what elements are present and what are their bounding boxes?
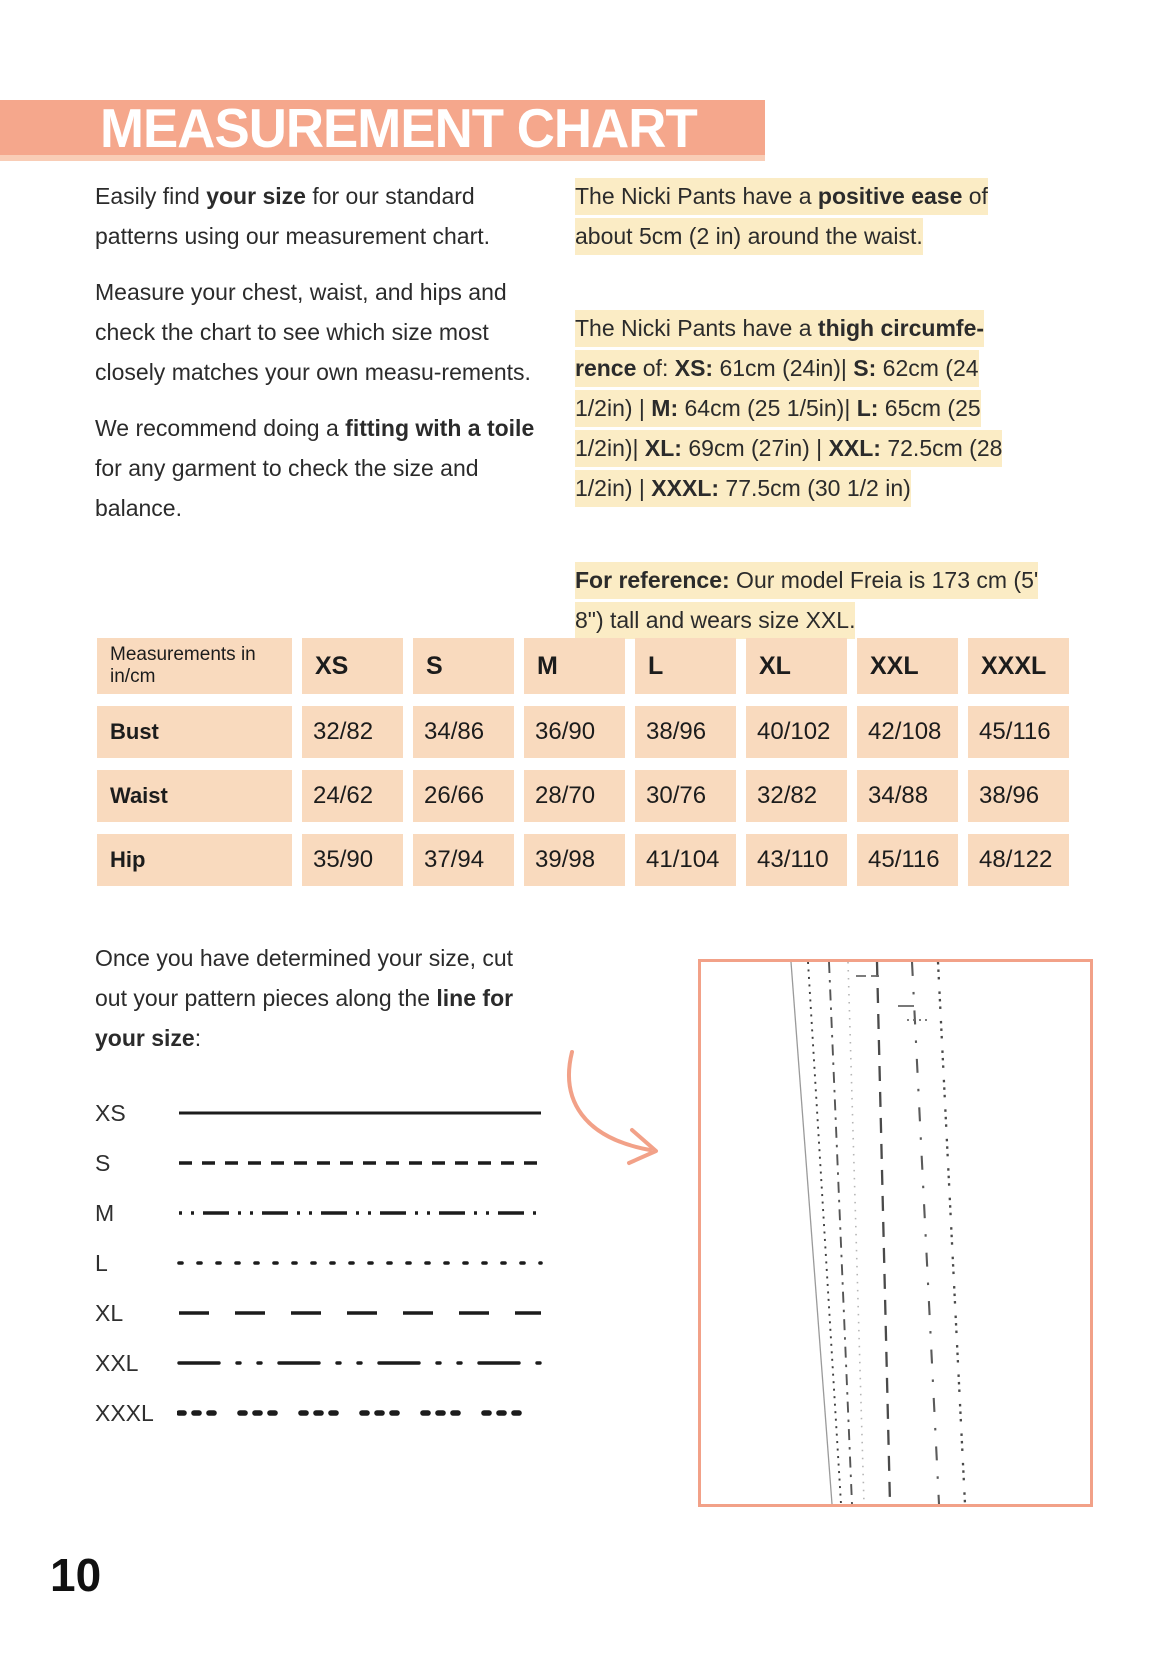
table-cell: 41/104 — [635, 834, 736, 886]
table-cell: 35/90 — [302, 834, 403, 886]
table-cell: 38/96 — [968, 770, 1069, 822]
table-cell: 36/90 — [524, 706, 625, 758]
size-line-legend — [95, 1088, 555, 1438]
table-header-size: S — [413, 638, 514, 694]
size-label: L — [95, 1249, 108, 1276]
legend-row — [95, 1238, 555, 1288]
table-header-size: XS — [302, 638, 403, 694]
table-cell: 26/66 — [413, 770, 514, 822]
table-row-label: Bust — [97, 706, 292, 758]
table-header-size: XXXL — [968, 638, 1069, 694]
table-cell: 39/98 — [524, 834, 625, 886]
table-cell: 30/76 — [635, 770, 736, 822]
table-header-size: L — [635, 638, 736, 694]
size-line-sample — [177, 1406, 543, 1420]
table-cell: 45/116 — [857, 834, 958, 886]
table-cell: 45/116 — [968, 706, 1069, 758]
size-line-sample — [177, 1356, 543, 1370]
table-header-measurements: Measurements in in/cm — [97, 638, 292, 694]
intro-right-column — [575, 176, 1040, 656]
page-number: 10 — [50, 1549, 102, 1601]
size-label: XS — [95, 1099, 126, 1126]
legend-row — [95, 1188, 555, 1238]
highlighted-note: For reference: Our model Freia is 173 cm (5' 8") tall and wears size XXL. — [575, 560, 1040, 640]
table-row-label: Hip — [97, 834, 292, 886]
table-cell: 34/86 — [413, 706, 514, 758]
table-cell: 48/122 — [968, 834, 1069, 886]
paragraph: Measure your chest, waist, and hips and check the chart to see which size most closely matches your own measu-rements. — [95, 279, 531, 385]
title-bar — [0, 97, 765, 161]
table-cell: 42/108 — [857, 706, 958, 758]
size-label: M — [95, 1199, 115, 1226]
legend-row — [95, 1288, 555, 1338]
highlighted-note: The Nicki Pants have a thigh circumfe-rence of: XS: 61cm (24in)| S: 62cm (24 1/2in) | M: 64cm (25 1/5in)| L: 65cm (25 1/2in)| XL: 69cm (27in) | XXL: 72.5cm (28 1/2in) | XXXL: 77.5cm (30 1/2 in) — [575, 308, 1040, 508]
measurement-table — [97, 638, 1069, 886]
cutting-instructions: Once you have determined your size, cut out your pattern pieces along the line for your size: — [95, 945, 514, 1051]
table-cell: 40/102 — [746, 706, 847, 758]
table-cell: 43/110 — [746, 834, 847, 886]
table-row-label: Waist — [97, 770, 292, 822]
size-label: XL — [95, 1299, 124, 1326]
size-label: S — [95, 1149, 111, 1176]
page-title: MEASUREMENT CHART — [100, 97, 697, 159]
table-cell: 37/94 — [413, 834, 514, 886]
size-line-sample — [177, 1256, 543, 1270]
table-cell: 32/82 — [302, 706, 403, 758]
table-cell: 24/62 — [302, 770, 403, 822]
size-label: XXXL — [95, 1399, 154, 1426]
table-header-size: M — [524, 638, 625, 694]
size-line-sample — [177, 1106, 543, 1120]
size-line-sample — [177, 1306, 543, 1320]
pattern-diagram — [698, 959, 1093, 1507]
legend-row — [95, 1088, 555, 1138]
table-header-size: XXL — [857, 638, 958, 694]
table-cell: 32/82 — [746, 770, 847, 822]
highlighted-note: The Nicki Pants have a positive ease of about 5cm (2 in) around the waist. — [575, 176, 1040, 256]
paragraph: Easily find your size for our standard patterns using our measurement chart. — [95, 183, 491, 249]
table-header-size: XL — [746, 638, 847, 694]
table-cell: 38/96 — [635, 706, 736, 758]
size-line-sample — [177, 1206, 543, 1220]
size-line-sample — [177, 1156, 543, 1170]
legend-row — [95, 1338, 555, 1388]
pattern-cut-lines — [701, 962, 1090, 1504]
intro-left-column — [95, 176, 540, 544]
legend-row — [95, 1388, 555, 1438]
table-cell: 34/88 — [857, 770, 958, 822]
legend-row — [95, 1138, 555, 1188]
table-cell: 28/70 — [524, 770, 625, 822]
curved-arrow-icon — [538, 1038, 688, 1173]
size-label: XXL — [95, 1349, 139, 1376]
paragraph: We recommend doing a fitting with a toile for any garment to check the size and balance. — [95, 415, 535, 521]
